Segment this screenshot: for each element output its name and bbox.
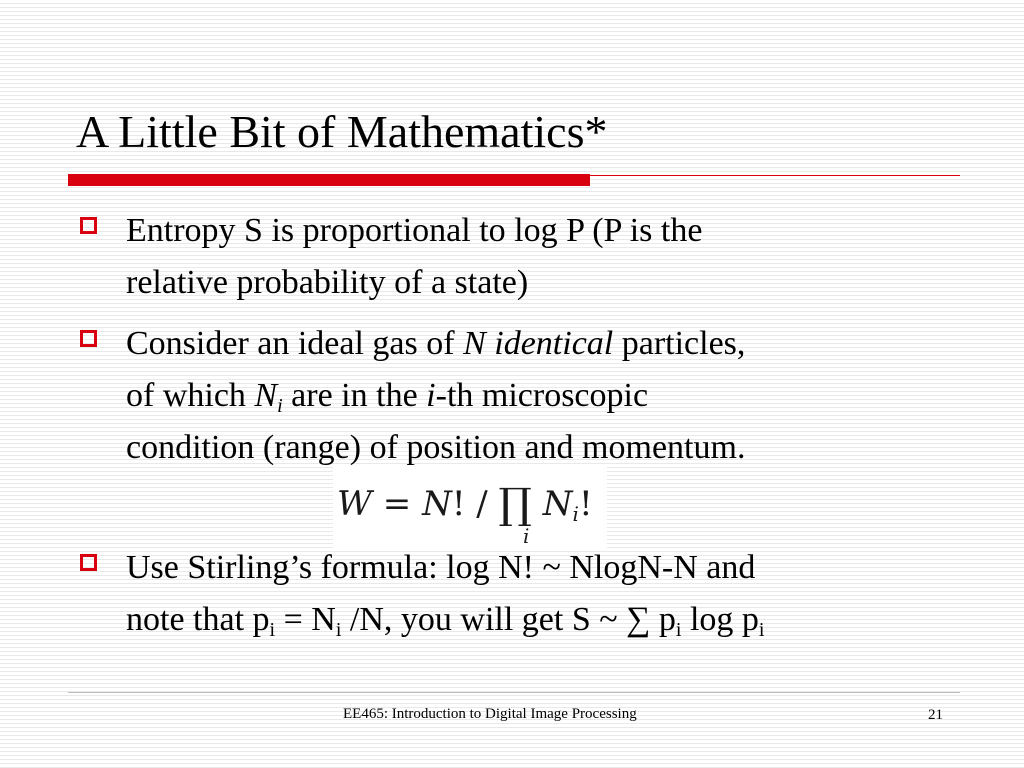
bullet-line	[126, 370, 956, 422]
text-run: -th microscopic	[435, 377, 649, 414]
footer-divider	[68, 692, 960, 693]
text-run	[486, 325, 495, 362]
bullet-line: Entropy S is proportional to log P (P is the	[126, 212, 703, 249]
text-run: Consider an ideal gas of	[126, 325, 464, 362]
footer-course-title: EE465: Introduction to Digital Image Processing	[343, 706, 637, 722]
slide-title: A Little Bit of Mathematics*	[76, 106, 608, 157]
slide-number: 21	[928, 707, 943, 723]
formula-ni-subscript: i	[572, 502, 579, 526]
subscript-i: i	[758, 619, 765, 641]
bullet-entropy	[76, 205, 956, 309]
subscript-i: i	[335, 619, 342, 641]
text-run: log p	[681, 601, 759, 638]
text-run: note that p	[126, 601, 270, 638]
variable-n: N	[254, 377, 278, 414]
bullet-line: Use Stirling’s formula: log N! ~ NlogN-N and	[126, 549, 756, 586]
subscript-i: i	[675, 619, 682, 641]
formula-factorial-divide: ! /	[451, 484, 499, 524]
subscript-text: i	[277, 395, 283, 417]
formula-equals: =	[371, 484, 423, 524]
text-run: particles,	[613, 325, 746, 362]
product-index: i	[523, 524, 530, 548]
formula-lhs: W	[337, 484, 372, 524]
variable-i: i	[426, 377, 436, 414]
bullet-text	[126, 542, 956, 646]
text-run: of which	[126, 377, 255, 414]
variable-n: N	[463, 325, 486, 362]
subscript-i: i	[269, 619, 276, 641]
text-run: = N	[275, 601, 336, 638]
bullet-line	[126, 318, 956, 370]
bullet-line	[126, 594, 956, 646]
bullet-text	[126, 318, 956, 474]
bullet-text	[126, 205, 956, 309]
formula-image	[333, 466, 607, 550]
product-symbol: ∏	[498, 479, 532, 528]
formula-expression	[337, 476, 593, 528]
formula-factorial: !	[578, 484, 593, 524]
hollow-square-icon	[80, 330, 97, 347]
formula-n: N	[422, 484, 452, 524]
bullet-line: relative probability of a state)	[126, 264, 529, 301]
text-run: /N, you will get S ~ ∑ p	[341, 601, 676, 638]
text-run: are in the	[282, 377, 427, 414]
bullet-stirling	[76, 542, 956, 646]
hollow-square-icon	[80, 217, 97, 234]
emphasis-identical: identical	[494, 325, 614, 362]
formula-ni: N	[531, 484, 573, 524]
bullet-line: condition (range) of position and momentum.	[126, 429, 746, 466]
title-divider-accent	[68, 174, 590, 186]
hollow-square-icon	[80, 554, 97, 571]
bullet-ideal-gas	[76, 318, 956, 474]
